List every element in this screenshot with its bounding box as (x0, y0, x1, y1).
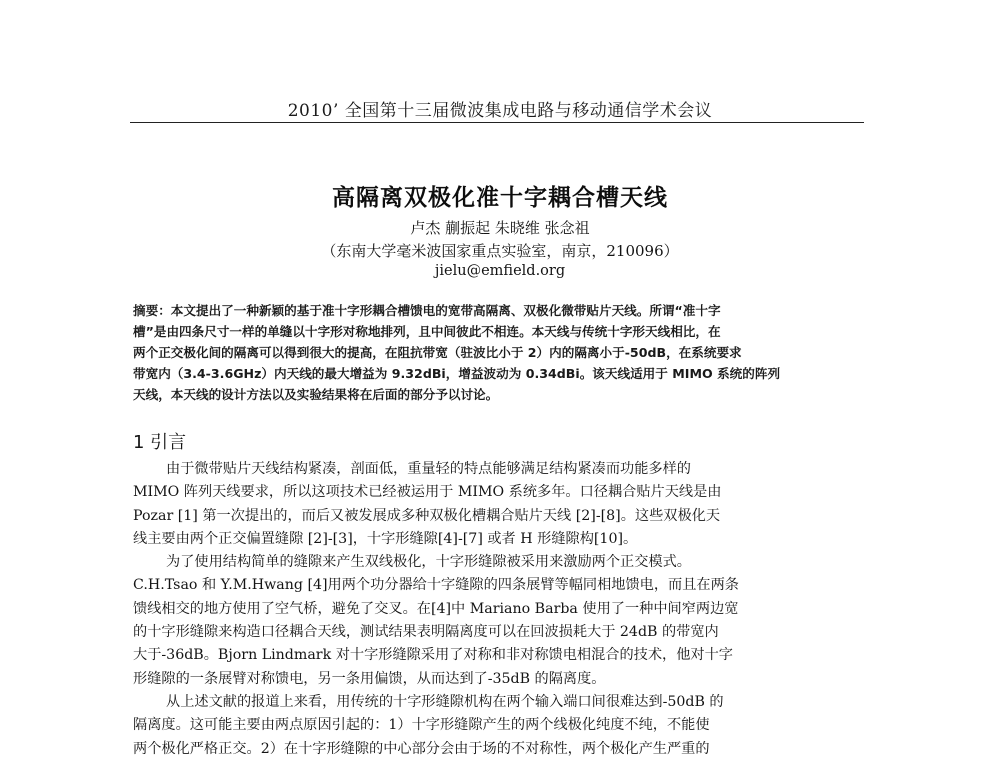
body-line: 隔离度。这可能主要由两点原因引起的：1）十字形缝隙产生的两个线极化纯度不纯，不能使 (133, 717, 710, 734)
header-rule (130, 122, 864, 123)
body-line: 两个极化严格正交。2）在十字形缝隙的中心部分会由于场的不对称性，两个极化产生严重的 (133, 740, 710, 757)
body-line: 形缝隙的一条展臂对称馈电，另一条用偏馈，从而达到了-35dB 的隔离度。 (133, 670, 606, 687)
abstract-line: 带宽内（3.4-3.6GHz）内天线的最大增益为 9.32dBi，增益波动为 0.34dBi。该天线适用于 MIMO 系统的阵列 (133, 366, 781, 381)
body-line: Pozar [1] 第一次提出的，而后又被发展成多种双极化槽耦合贴片天线 [2]-[8]。这些双极化天 (133, 507, 721, 524)
body-line: 从上述文献的报道上来看，用传统的十字形缝隙机构在两个输入端口间很难达到-50dB 的 (166, 693, 724, 710)
body-line: 的十字形缝隙来构造口径耦合天线，测试结果表明隔离度可以在回波损耗大于 24dB 的带宽内 (133, 624, 719, 641)
paper-email: jielu@emfield.org (434, 263, 566, 279)
section-heading: 1 引言 (133, 432, 187, 453)
body-text (133, 458, 865, 760)
conference-header: 2010’ 全国第十三届微波集成电路与移动通信学术会议 (287, 101, 713, 121)
body-line: 馈线相交的地方使用了空气桥，避免了交叉。在[4]中 Mariano Barba 使用了一种中间窄两边宽 (133, 600, 739, 617)
abstract-line: 两个正交极化间的隔离可以得到很大的提高，在阻抗带宽（驻波比小于 2）内的隔离小于-50dB，在系统要求 (133, 345, 742, 360)
body-line: C.H.Tsao 和 Y.M.Hwang [4]用两个功分器给十字缝隙的四条展臂等幅同相地馈电，而且在两条 (133, 577, 739, 594)
body-line: 为了使用结构简单的缝隙来产生双线极化，十字形缝隙被采用来激励两个正交模式。 (166, 554, 691, 571)
abstract-line: 摘要：本文提出了一种新颖的基于准十字形耦合槽馈电的宽带高隔离、双极化微带贴片天线。所谓“准十字 (133, 303, 721, 318)
abstract (133, 300, 863, 405)
paper-affiliation: （东南大学毫米波国家重点实验室，南京，210096） (321, 242, 679, 260)
abstract-line: 天线，本天线的设计方法以及实验结果将在后面的部分予以讨论。 (133, 387, 499, 402)
body-line: 大于-36dB。Bjorn Lindmark 对十字形缝隙采用了对称和非对称馈电相混合的技术，他对十字 (133, 647, 733, 664)
paper-authors: 卢杰 蒯振起 朱晓维 张念祖 (410, 219, 590, 237)
abstract-line: 槽”是由四条尺寸一样的单缝以十字形对称地排列，且中间彼此不相连。本天线与传统十字形天线相比，在 (133, 324, 721, 339)
body-line: 由于微带贴片天线结构紧凑，剖面低，重量轻的特点能够满足结构紧凑而功能多样的 (166, 461, 691, 477)
paper-title: 高隔离双极化准十字耦合槽天线 (332, 185, 668, 211)
body-line: 线主要由两个正交偏置缝隙 [2]-[3]，十字形缝隙[4]-[7] 或者 H 形缝隙构[10]。 (133, 530, 638, 547)
body-line: MIMO 阵列天线要求，所以这项技术已经被运用于 MIMO 系统多年。口径耦合贴片天线是由 (133, 484, 722, 501)
